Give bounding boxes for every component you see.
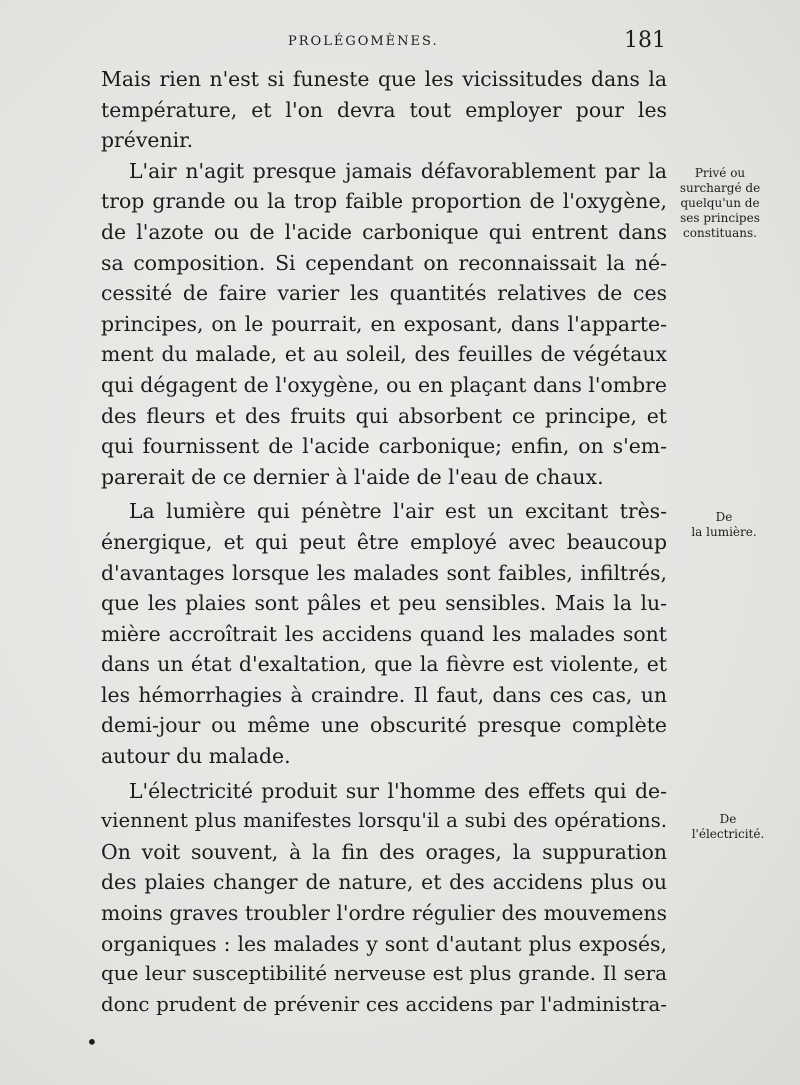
text-line: demi-jour ou même une obscurité presque complète — [101, 713, 667, 738]
text-line: donc prudent de prévenir ces accidens par l'administra- — [101, 992, 667, 1016]
text-line: principes, on le pourrait, en exposant, dans l'apparte- — [101, 311, 667, 336]
text-line: que leur susceptibilité nerveuse est plus grande. Il sera — [101, 962, 667, 986]
text-line: des fleurs et des fruits qui absorbent ce principe, et — [101, 403, 667, 428]
text-line: que les plaies sont pâles et peu sensibles. Mais la lu- — [101, 591, 667, 616]
print-mark: • — [86, 1030, 98, 1054]
text-line: de l'azote ou de l'acide carbonique qui entrent dans — [101, 219, 667, 244]
text-line: L'électricité produit sur l'homme des effets qui de- — [129, 778, 667, 803]
text-line: ment du malade, et au soleil, des feuilles de végétaux — [101, 342, 667, 367]
page-header — [288, 30, 666, 60]
text-line: On voit souvent, à la fin des orages, la suppuration — [101, 839, 667, 864]
text-line: qui fournissent de l'acide carbonique; enfin, on s'em- — [101, 434, 667, 459]
text-line: dans un état d'exaltation, que la fièvre est violente, et — [101, 652, 667, 677]
text-line: énergique, et qui peut être employé avec beaucoup — [101, 529, 667, 554]
body-text — [101, 64, 667, 1020]
text-line: mière accroîtrait les accidens quand les malades sont — [101, 621, 667, 646]
page-number: 181 — [624, 28, 666, 53]
margin-note-electricity: De l'électricité. — [691, 812, 765, 841]
text-line: les hémorrhagies à craindre. Il faut, dans ces cas, un — [101, 682, 667, 707]
text-line: La lumière qui pénètre l'air est un excitant très- — [129, 499, 667, 524]
text-line: moins graves troubler l'ordre régulier des mouvemens — [101, 901, 667, 926]
margin-note-composition: Privé ou surchargé de quelqu'un de ses principes constituans. — [679, 166, 761, 240]
text-line: d'avantages lorsque les malades sont faibles, infiltrés, — [101, 560, 667, 585]
text-line: organiques : les malades y sont d'autant plus exposés, — [101, 931, 667, 956]
running-head: PROLÉGOMÈNES. — [288, 34, 439, 49]
text-line: prévenir. — [101, 128, 194, 153]
text-line: L'air n'agit presque jamais défavorablement par la — [129, 158, 667, 183]
text-line: température, et l'on devra tout employer pour les — [101, 97, 667, 122]
text-line: autour du malade. — [101, 744, 291, 769]
text-line: des plaies changer de nature, et des accidens plus ou — [101, 870, 667, 895]
text-line: Mais rien n'est si funeste que les vicissitudes dans la — [101, 67, 667, 91]
text-line: trop grande ou la trop faible proportion de l'oxygène, — [101, 189, 667, 214]
text-line: qui dégagent de l'oxygène, ou en plaçant dans l'ombre — [101, 372, 667, 397]
text-line: cessité de faire varier les quantités relatives de ces — [101, 281, 667, 306]
margin-note-light: De la lumière. — [691, 510, 757, 539]
text-line: parerait de ce dernier à l'aide de l'eau de chaux. — [101, 464, 604, 489]
text-line: viennent plus manifestes lorsqu'il a subi des opérations. — [101, 809, 667, 833]
text-line: sa composition. Si cependant on reconnaissait la né- — [101, 250, 667, 275]
